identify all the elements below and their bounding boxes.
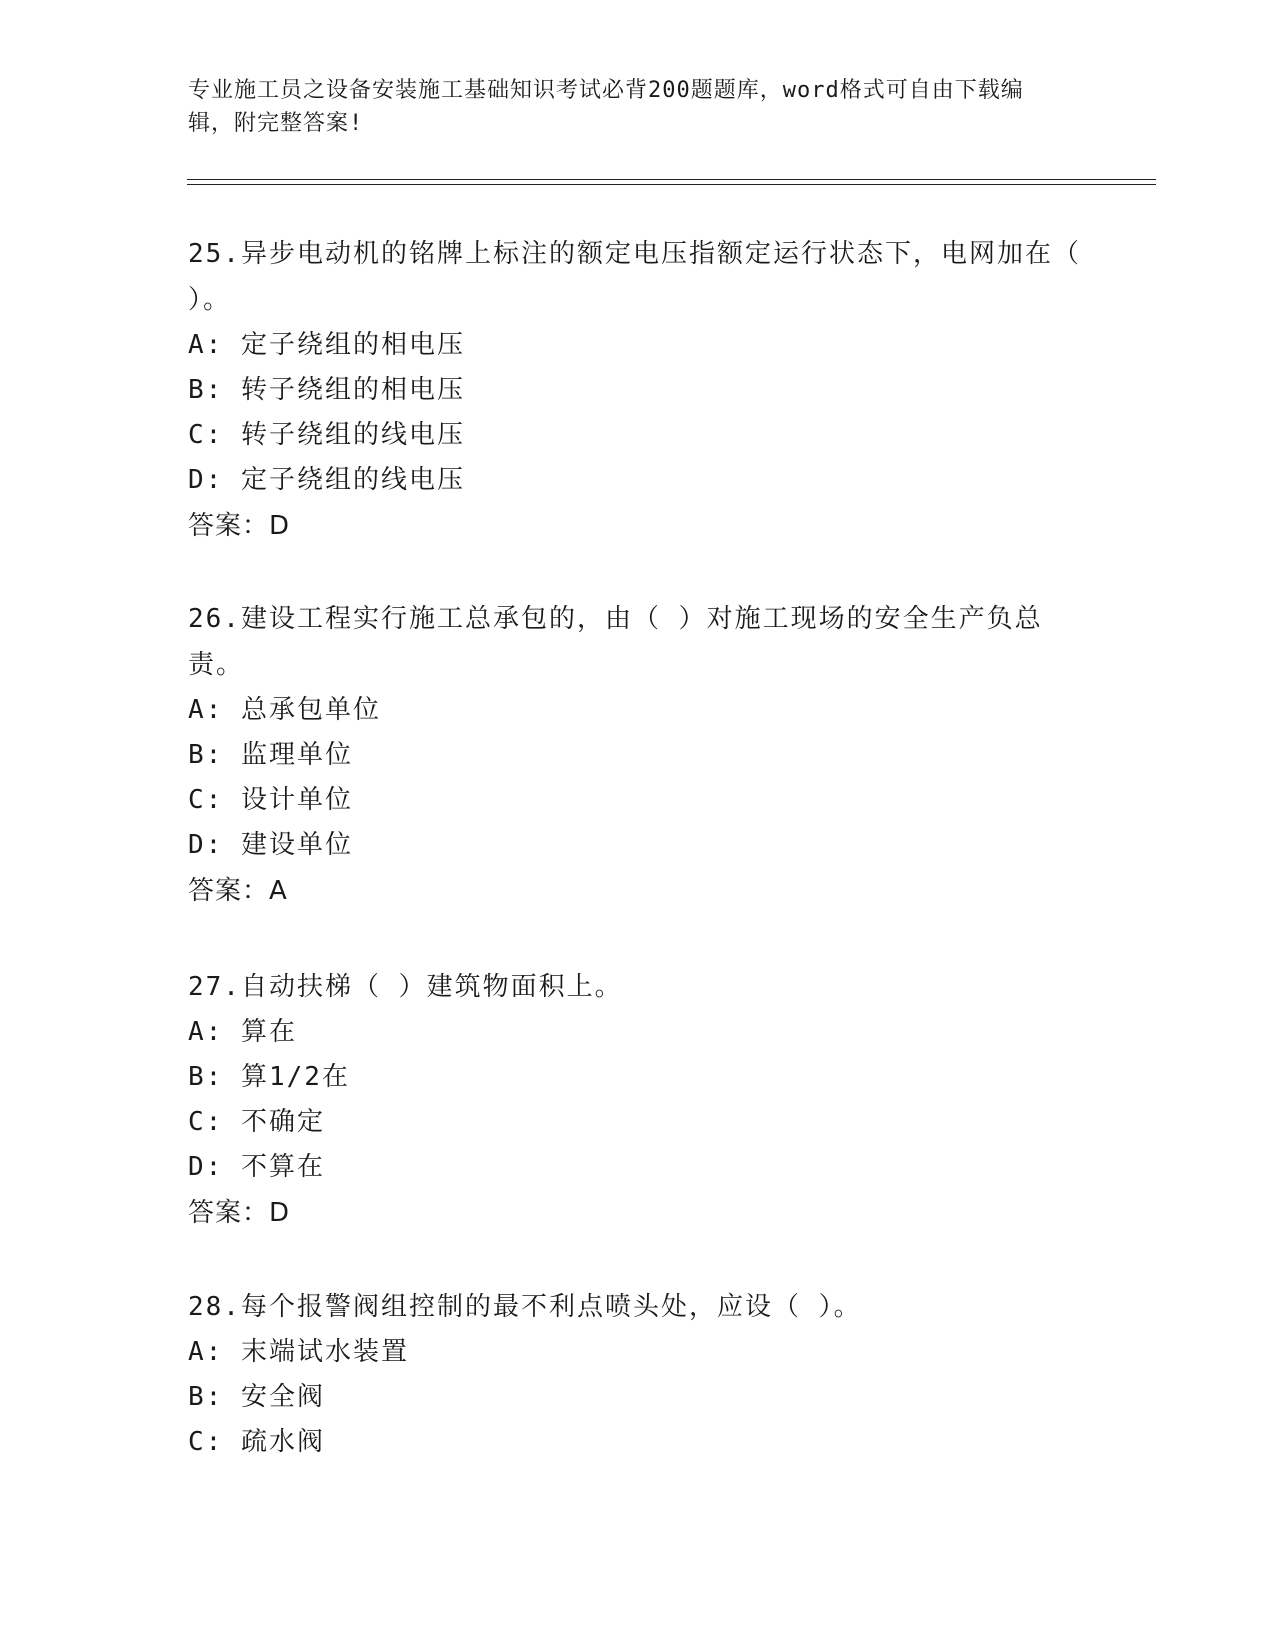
question-stem: 28.每个报警阀组控制的最不利点喷头处，应设（ ）。 xyxy=(188,1292,862,1322)
answer: 答案：D xyxy=(188,1198,291,1228)
answer: 答案：D xyxy=(188,511,291,541)
question-26 xyxy=(188,596,1088,914)
document-header: 专业施工员之设备安装施工基础知识考试必背200题题库，word格式可自由下载编辑，附完整答案! xyxy=(188,78,1024,136)
option-a: A: 算在 xyxy=(188,1017,297,1047)
question-25 xyxy=(188,231,1088,549)
option-d: D: 定子绕组的线电压 xyxy=(188,465,465,495)
question-stem: 26.建设工程实行施工总承包的，由（ ）对施工现场的安全生产负总责。 xyxy=(188,604,1043,680)
header-divider-top xyxy=(187,179,1156,180)
option-b: B: 算1/2在 xyxy=(188,1062,350,1092)
option-c: C: 设计单位 xyxy=(188,785,353,815)
option-b: B: 安全阀 xyxy=(188,1382,325,1412)
option-b: B: 转子绕组的相电压 xyxy=(188,375,465,405)
option-a: A: 末端试水装置 xyxy=(188,1337,409,1367)
question-stem: 25.异步电动机的铭牌上标注的额定电压指额定运行状态下，电网加在（ ）。 xyxy=(188,239,1081,315)
option-a: A: 总承包单位 xyxy=(188,695,381,725)
option-c: C: 不确定 xyxy=(188,1107,325,1137)
option-c: C: 转子绕组的线电压 xyxy=(188,420,465,450)
option-d: D: 不算在 xyxy=(188,1152,325,1182)
option-b: B: 监理单位 xyxy=(188,740,353,770)
option-d: D: 建设单位 xyxy=(188,830,353,860)
header-divider-bottom xyxy=(187,184,1156,185)
option-a: A: 定子绕组的相电压 xyxy=(188,330,465,360)
question-27 xyxy=(188,964,1088,1236)
question-28 xyxy=(188,1284,1088,1465)
option-c: C: 疏水阀 xyxy=(188,1427,325,1457)
answer: 答案：A xyxy=(188,876,288,906)
question-stem: 27.自动扶梯（ ）建筑物面积上。 xyxy=(188,972,623,1002)
